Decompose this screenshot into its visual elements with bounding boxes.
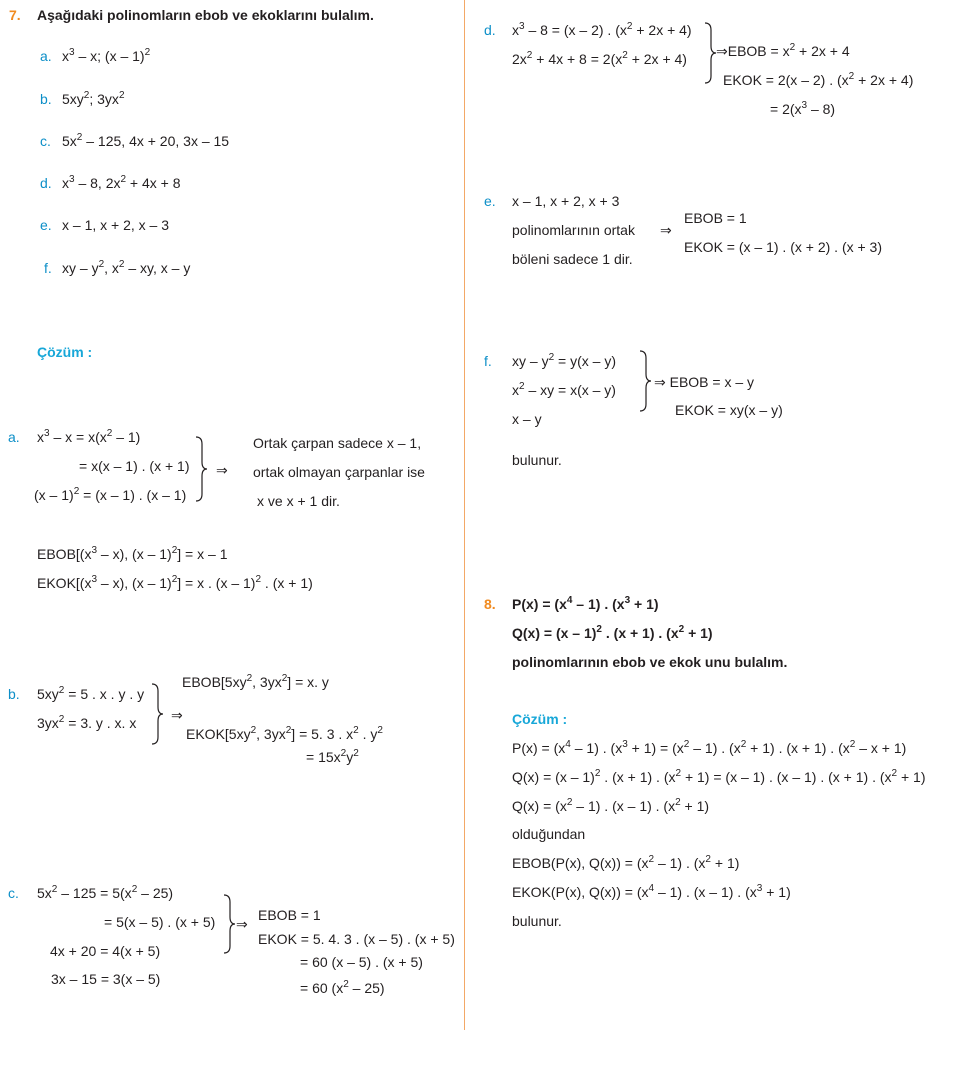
solution-c-line3: 4x + 20 = 4(x + 5) (50, 943, 161, 959)
solution-e-label: e. (484, 193, 496, 209)
solution-c-line1: $5x^2 - 125 = 5(x^2 - 25)$ (37, 884, 174, 901)
solution-b-ekok: $EKOK[5xy^2$, $3yx^2] = 5$. 3 . $x^2$ . $y^2$ (186, 725, 383, 742)
implies-arrow: ⇒ (216, 462, 228, 478)
solution-d-ebob: ⇒EBOB = $x^2 + 2x + 4$ (716, 42, 850, 59)
solution-e-ebob: EBOB = 1 (684, 210, 747, 226)
brace-icon (150, 683, 164, 745)
question-8-q: Q(x) = (x – 1)$^2$ . (x + 1) . $(x^2 + 1)$ (512, 624, 713, 641)
item-text: $x^3$ – x; (x – 1)$^2$ (62, 47, 151, 64)
solution-a-line1: $x^3 - x = x(x^2 - 1)$ (37, 428, 141, 445)
solution-f-line1: xy – $y^2 = y(x - y)$ (512, 352, 616, 369)
brace-icon (222, 894, 236, 954)
solution-a-ebob: $EBOB[(x^3 - x)$, (x – 1)$^2$] = x – 1 (37, 545, 228, 562)
question-7-title: Aşağıdaki polinomların ebob ve ekoklarını bulalım. (37, 7, 374, 23)
item-label: d. (40, 175, 52, 191)
solution-e-line3: böleni sadece 1 dir. (512, 251, 633, 267)
solution-c-ebob: EBOB = 1 (258, 907, 321, 923)
solution-d-ekok: EKOK = 2(x – 2) . $(x^2 + 2x + 4)$ (723, 71, 914, 88)
solution-a-line3: (x – 1)$^2$ = (x – 1) . (x – 1) (34, 486, 187, 503)
solution-f-ebob: ⇒ EBOB = x – y (654, 374, 755, 390)
question-7-number: 7. (9, 7, 21, 23)
solution-c-line4: 3x – 15 = 3(x – 5) (51, 971, 161, 987)
solution-b-label: b. (8, 686, 20, 702)
solution-f-line2: $x^2$ – xy = x(x – y) (512, 381, 616, 398)
brace-icon (638, 350, 652, 412)
item-label: f. (44, 260, 52, 276)
solution-a-note3: x ve x + 1 dir. (257, 493, 340, 509)
solution-e-line1: x – 1, x + 2, x + 3 (512, 193, 620, 209)
item-text: xy – $y^2$, $x^2$ – xy, x – y (62, 259, 191, 276)
item-text: $5x^2 - 125$, 4x + 20, 3x – 15 (62, 132, 230, 149)
solution-c-ekok-3: = 60 $(x^2 - 25)$ (300, 979, 385, 996)
question-8-ebob: EBOB(P(x), $Q(x)) = (x^2 - 1)$ . $(x^2 + 1)$ (512, 854, 740, 871)
question-8-text: polinomlarının ebob ve ekok unu bulalım. (512, 654, 788, 670)
solution-f-label: f. (484, 353, 492, 369)
item-label: a. (40, 48, 52, 64)
solution-d-label: d. (484, 22, 496, 38)
question-8-conclusion: bulunur. (512, 913, 562, 929)
solution-d-ekok-result: = $2(x^3 - 8)$ (770, 100, 836, 117)
solution-a-note2: ortak olmayan çarpanlar ise (253, 464, 425, 480)
question-8-ekok: EKOK(P(x), $Q(x)) = (x^4 - 1)$ . (x – 1) . $(x^3 + 1)$ (512, 883, 791, 900)
solution-b-ebob: $EBOB[5xy^2$, $3yx^2] = x$. y (182, 673, 329, 690)
item-text: $x^3 - 8$, $2x^2 + 4x + 8$ (62, 174, 181, 191)
solution-b-line2: $3yx^2 = 3$. y . x. x (37, 714, 137, 731)
brace-icon (194, 436, 208, 502)
question-8-number: 8. (484, 596, 496, 612)
question-8-p: $P(x) = (x^4 - 1)$ . $(x^3 + 1)$ (512, 595, 659, 612)
implies-arrow: ⇒ (236, 916, 248, 932)
column-divider (464, 0, 465, 1030)
solution-b-ekok-result: = $15x^2y^2$ (306, 748, 359, 765)
solution-e-line2: polinomlarının ortak (512, 222, 635, 238)
solution-c-line2: = 5(x – 5) . (x + 5) (104, 914, 216, 930)
solution-c-ekok: EKOK = 5. 4. 3 . (x – 5) . (x + 5) (258, 931, 455, 947)
solution-f-conclusion: bulunur. (512, 452, 562, 468)
solution-a-ekok: $EKOK[(x^3 - x)$, (x – 1)$^2$] = x . (x – 1)$^2$ . (x + 1) (37, 574, 313, 591)
implies-arrow: ⇒ (660, 222, 672, 238)
solution-f-line3: x – y (512, 411, 542, 427)
solution-a-line2: = x(x – 1) . (x + 1) (79, 458, 190, 474)
solution-a-label: a. (8, 429, 20, 445)
question-8-step1: $P(x) = (x^4 - 1)$ . $(x^3 + 1) = (x^2 - 1)$ . $(x^2 + 1)$ . (x + 1) . $(x^2 - x + 1)$ (512, 739, 907, 756)
item-text: x – 1, x + 2, x – 3 (62, 217, 170, 233)
solution-b-line1: $5xy^2 = 5$ . x . y . y (37, 685, 145, 702)
solution-c-label: c. (8, 885, 19, 901)
solution-c-ekok-2: = 60 (x – 5) . (x + 5) (300, 954, 423, 970)
solution-e-ekok: EKOK = (x – 1) . (x + 2) . (x + 3) (684, 239, 883, 255)
solution-d-line1: $x^3 - 8 = (x - 2)$ . $(x^2 + 2x + 4)$ (512, 21, 692, 38)
solution-heading: Çözüm : (37, 344, 93, 360)
item-text: $5xy^2$; $3yx^2$ (62, 90, 125, 107)
item-label: e. (40, 217, 52, 233)
question-8-step3: $Q(x) = (x^2 - 1)$ . (x – 1) . $(x^2 + 1)$ (512, 797, 710, 814)
solution-a-note1: Ortak çarpan sadece x – 1, (253, 435, 422, 451)
solution-f-ekok: EKOK = xy(x – y) (675, 402, 783, 418)
implies-arrow: ⇒ (171, 707, 183, 723)
brace-icon (703, 22, 717, 84)
solution-d-line2: $2x^2 + 4x + 8 = 2(x^2 + 2x + 4)$ (512, 50, 687, 67)
question-8-solution-heading: Çözüm : (512, 711, 568, 727)
question-8-step4: olduğundan (512, 826, 586, 842)
question-8-step2: Q(x) = (x – 1)$^2$ . (x + 1) . $(x^2 + 1) = (x - 1)$ . (x – 1) . (x + 1) . $(x^2 + 1)$ (512, 768, 926, 785)
item-label: b. (40, 91, 52, 107)
item-label: c. (40, 133, 51, 149)
